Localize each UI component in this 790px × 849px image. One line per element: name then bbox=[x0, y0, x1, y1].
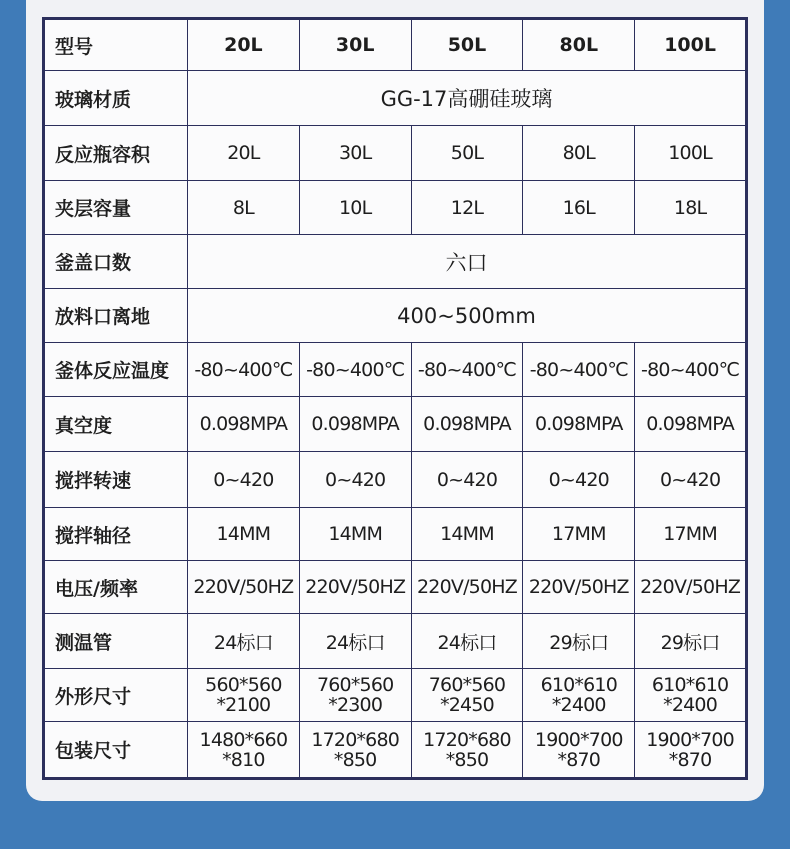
table-row bbox=[44, 289, 747, 343]
dimension-line-1: 560*560 bbox=[205, 674, 282, 696]
table-cell bbox=[188, 669, 300, 722]
dimension-line-2: *2400 bbox=[663, 694, 718, 716]
dimension-line-1: 1900*700 bbox=[646, 728, 734, 751]
dimension-line-2: *870 bbox=[668, 748, 712, 771]
dimension-line-1: 1480*660 bbox=[199, 728, 288, 751]
table-row bbox=[44, 508, 747, 561]
table-cell: 14MM bbox=[299, 508, 411, 561]
table-cell: 0.098MPA bbox=[299, 397, 411, 452]
row-label: 放料口离地 bbox=[44, 289, 188, 343]
table-cell: 0.098MPA bbox=[188, 397, 300, 452]
table-cell: 0.098MPA bbox=[411, 397, 523, 452]
table-cell: -80~400℃ bbox=[635, 343, 747, 397]
table-row bbox=[44, 71, 747, 126]
dimension-line-1: 760*560 bbox=[428, 674, 506, 696]
row-label: 真空度 bbox=[44, 397, 188, 452]
row-label: 包装尺寸 bbox=[44, 722, 188, 779]
table-cell bbox=[188, 722, 300, 779]
row-label: 反应瓶容积 bbox=[44, 126, 188, 181]
table-cell bbox=[635, 722, 747, 779]
table-cell: 12L bbox=[411, 181, 523, 235]
table-cell: -80~400℃ bbox=[523, 343, 635, 397]
table-cell: -80~400℃ bbox=[299, 343, 411, 397]
table-row bbox=[44, 452, 747, 508]
table-cell: 0.098MPA bbox=[523, 397, 635, 452]
table-row bbox=[44, 181, 747, 235]
table-row bbox=[44, 235, 747, 289]
table-cell bbox=[411, 669, 523, 722]
row-label: 釜盖口数 bbox=[44, 235, 188, 289]
row-label: 型号 bbox=[44, 19, 188, 71]
table-cell: 30L bbox=[299, 126, 411, 181]
table-cell: 24标口 bbox=[299, 614, 411, 669]
model-header: 50L bbox=[411, 19, 523, 71]
table-cell: 8L bbox=[188, 181, 300, 235]
table-row bbox=[44, 19, 747, 71]
dimension-line-2: *2400 bbox=[551, 694, 606, 716]
table-row bbox=[44, 614, 747, 669]
dimension-line-1: 1720*680 bbox=[423, 728, 511, 751]
table-cell bbox=[523, 669, 635, 722]
row-label: 搅拌转速 bbox=[44, 452, 188, 508]
row-label: 外形尺寸 bbox=[44, 669, 188, 722]
table-cell: 220V/50HZ bbox=[523, 561, 635, 614]
spanned-value: 400~500mm bbox=[188, 289, 747, 343]
dimension-line-1: 1720*680 bbox=[311, 728, 400, 751]
table-cell: -80~400℃ bbox=[411, 343, 523, 397]
table-cell: 100L bbox=[635, 126, 747, 181]
table-cell: 16L bbox=[523, 181, 635, 235]
table-row bbox=[44, 397, 747, 452]
model-header: 80L bbox=[523, 19, 635, 71]
dimension-line-2: *810 bbox=[222, 748, 265, 771]
spanned-value: 六口 bbox=[188, 235, 747, 289]
dimension-line-2: *870 bbox=[557, 748, 601, 771]
dimension-line-2: *850 bbox=[333, 748, 377, 771]
model-header: 100L bbox=[635, 19, 747, 71]
table-cell bbox=[635, 669, 747, 722]
row-label: 测温管 bbox=[44, 614, 188, 669]
table-cell: 220V/50HZ bbox=[635, 561, 747, 614]
row-label: 玻璃材质 bbox=[44, 71, 188, 126]
spanned-value: GG-17高硼硅玻璃 bbox=[188, 71, 747, 126]
row-label: 釜体反应温度 bbox=[44, 343, 188, 397]
dimension-line-1: 610*610 bbox=[540, 674, 617, 696]
table-row bbox=[44, 126, 747, 181]
dimension-line-1: 1900*700 bbox=[534, 728, 623, 751]
table-row bbox=[44, 669, 747, 722]
dimension-line-1: 760*560 bbox=[316, 674, 394, 696]
table-cell: 18L bbox=[635, 181, 747, 235]
dimension-line-1: 610*610 bbox=[651, 674, 729, 696]
table-cell: 10L bbox=[299, 181, 411, 235]
row-label: 夹层容量 bbox=[44, 181, 188, 235]
table-cell: 0~420 bbox=[299, 452, 411, 508]
table-row bbox=[44, 722, 747, 779]
table-cell: 80L bbox=[523, 126, 635, 181]
table-cell: 220V/50HZ bbox=[299, 561, 411, 614]
model-header: 30L bbox=[299, 19, 411, 71]
table-cell bbox=[523, 722, 635, 779]
table-cell: 29标口 bbox=[523, 614, 635, 669]
table-cell: 0.098MPA bbox=[635, 397, 747, 452]
table-cell: 0~420 bbox=[411, 452, 523, 508]
dimension-line-2: *850 bbox=[445, 748, 489, 771]
table-cell: 20L bbox=[188, 126, 300, 181]
table-cell: 0~420 bbox=[635, 452, 747, 508]
row-label: 电压/频率 bbox=[44, 561, 188, 614]
table-cell: 17MM bbox=[635, 508, 747, 561]
table-cell bbox=[299, 669, 411, 722]
table-cell: 50L bbox=[411, 126, 523, 181]
table-cell bbox=[299, 722, 411, 779]
model-header: 20L bbox=[188, 19, 300, 71]
table-row bbox=[44, 561, 747, 614]
table-cell: 0~420 bbox=[188, 452, 300, 508]
table-row bbox=[44, 343, 747, 397]
table-cell bbox=[411, 722, 523, 779]
table-cell: 24标口 bbox=[411, 614, 523, 669]
table-cell: 14MM bbox=[188, 508, 300, 561]
row-label: 搅拌轴径 bbox=[44, 508, 188, 561]
table-cell: 14MM bbox=[411, 508, 523, 561]
table-cell: 220V/50HZ bbox=[411, 561, 523, 614]
table-cell: -80~400℃ bbox=[188, 343, 300, 397]
dimension-line-2: *2100 bbox=[216, 694, 271, 716]
dimension-line-2: *2300 bbox=[328, 694, 383, 716]
spec-table bbox=[42, 17, 748, 780]
dimension-line-2: *2450 bbox=[440, 694, 494, 716]
table-cell: 17MM bbox=[523, 508, 635, 561]
table-cell: 220V/50HZ bbox=[188, 561, 300, 614]
table-cell: 24标口 bbox=[188, 614, 300, 669]
table-cell: 0~420 bbox=[523, 452, 635, 508]
table-cell: 29标口 bbox=[635, 614, 747, 669]
